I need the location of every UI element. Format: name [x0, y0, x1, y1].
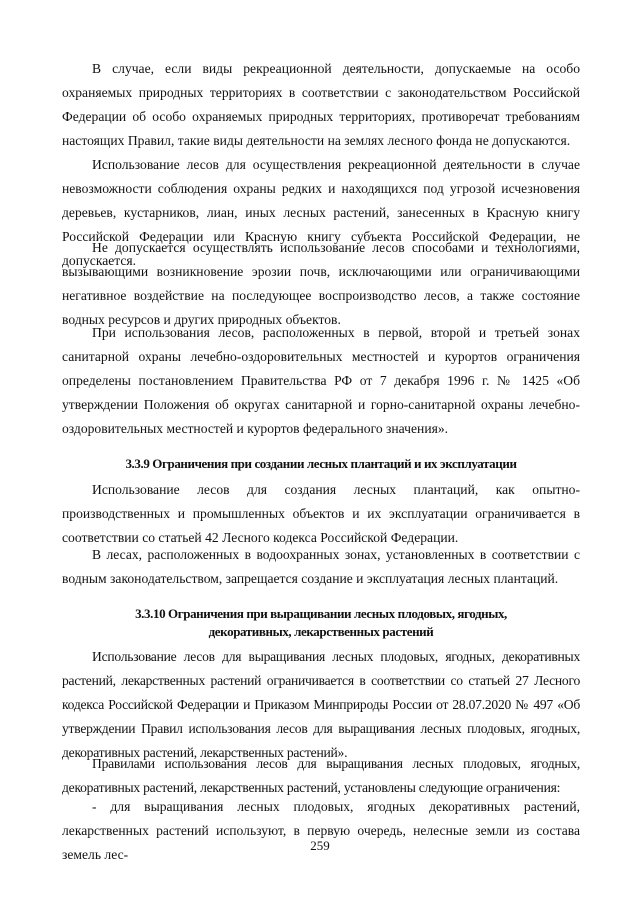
paragraph-cultivation-rules: Правилами использования лесов для выращивания лесных плодовых, ягодных, декоративных растений, лекарственных растений, установлены следующие ограничения:	[62, 756, 580, 795]
page-number: 259	[310, 838, 330, 853]
heading-line-2: декоративных, лекарственных растений	[208, 624, 434, 639]
paragraph-sanitary-zones: При использования лесов, расположенных в первой, второй и третьей зонах санитарной охраны лечебно-оздоровительных местностей и курортов ограничения определены постановлением Правительства РФ от 7 декабря 1996 г. № 1425 «Об утверждении Положения об округах санитарной и горно-санитарной охраны лечебно-оздоровительных местностей и курортов федерального значения».	[62, 325, 580, 436]
paragraph-red-book-protection: Использование лесов для осуществления рекреационной деятельности в случае невозможности соблюдения охраны редких и находящихся под угрозой исчезновения деревьев, кустарников, лиан, иных лесных растений, занесенных в Красную книгу Российской Федерации или Красную книгу субъекта Российской Федерации, не допускается.	[62, 157, 580, 268]
paragraph-forest-plantations: Использование лесов для создания лесных плантаций, как опытно-производственных и промышленных объектов и их эксплуатации ограничивается в соответствии со статьей 42 Лесного кодекса Российской Федерации.	[62, 482, 580, 545]
paragraph-recreation-conflict: В случае, если виды рекреационной деятельности, допускаемые на особо охраняемых природных территориях в соответствии с законодательством Российской Федерации об особо охраняемых природных территориях, противоречат требованиям настоящих Правил, такие виды деятельности на землях лесного фонда не допускаются.	[62, 61, 580, 148]
section-heading-3-3-9: 3.3.9 Ограничения при создании лесных плантаций и их эксплуатации	[125, 456, 517, 471]
paragraph-water-protection-zones: В лесах, расположенных в водоохранных зонах, установленных в соответствии с водным законодательством, запрещается создание и эксплуатация лесных плантаций.	[62, 547, 580, 586]
heading-line-1: 3.3.10 Ограничения при выращивании лесных плодовых, ягодных,	[135, 606, 507, 621]
paragraph-non-forest-lands: - для выращивания лесных плодовых, ягодных декоративных растений, лекарственных растений используют, в первую очередь, нелесные земли из состава земель лес-	[62, 799, 580, 862]
paragraph-fruit-berry-cultivation: Использование лесов для выращивания лесных плодовых, ягодных, декоративных растений, лекарственных растений ограничивается в соответствии со статьей 27 Лесного кодекса Российской Федерации и Приказом Минприроды России от 28.07.2020 № 497 «Об утверждении Правил использования лесов для выращивания лесных плодовых, ягодных, декоративных растений, лекарственных растений».	[62, 649, 580, 760]
section-heading-3-3-10	[62, 605, 580, 641]
paragraph-erosion-prohibition: Не допускается осуществлять использование лесов способами и технологиями, вызывающими возникновение эрозии почв, исключающими или ограничивающими негативное воздействие на последующее воспроизводство лесов, а также состояние водных ресурсов и других природных объектов.	[62, 240, 580, 327]
